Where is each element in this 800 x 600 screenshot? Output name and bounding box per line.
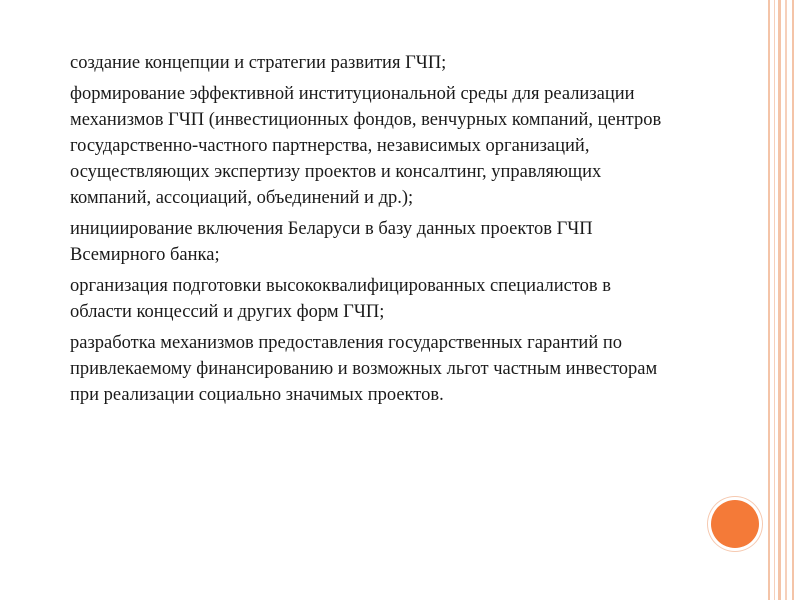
- bullet-text: инициирование включения Беларуси в базу данных проектов ГЧП Всемирного банка;: [70, 219, 593, 265]
- decorative-frame-line: [785, 0, 787, 600]
- list-item: [44, 216, 664, 268]
- list-item: [44, 330, 664, 408]
- bullet-text: создание концепции и стратегии развития ГЧП;: [70, 53, 447, 73]
- decorative-frame-line: [778, 0, 781, 600]
- decorative-frame-line: [768, 0, 770, 600]
- bullet-list: [44, 50, 664, 413]
- list-item: [44, 81, 664, 211]
- bullet-text: разработка механизмов предоставления государственных гарантий по привлекаемому финансированию и возможных льгот частным инвесторам при реализации социально значимых проектов.: [70, 333, 658, 405]
- list-item: [44, 273, 664, 325]
- list-item: [44, 50, 664, 76]
- bullet-text: формирование эффективной институциональной среды для реализации механизмов ГЧП (инвестиционных фондов, венчурных компаний, центров государственно-частного партнерства, независимых организаций, осуществляющих экспертизу проектов и консалтинг, управляющих компаний, ассоциаций, объединений и др.);: [70, 84, 662, 208]
- bullet-text: организация подготовки высококвалифицированных специалистов в области концессий и других форм ГЧП;: [70, 276, 611, 322]
- decorative-circle: [711, 500, 759, 548]
- decorative-frame-line: [774, 0, 775, 600]
- decorative-frame-line: [792, 0, 794, 600]
